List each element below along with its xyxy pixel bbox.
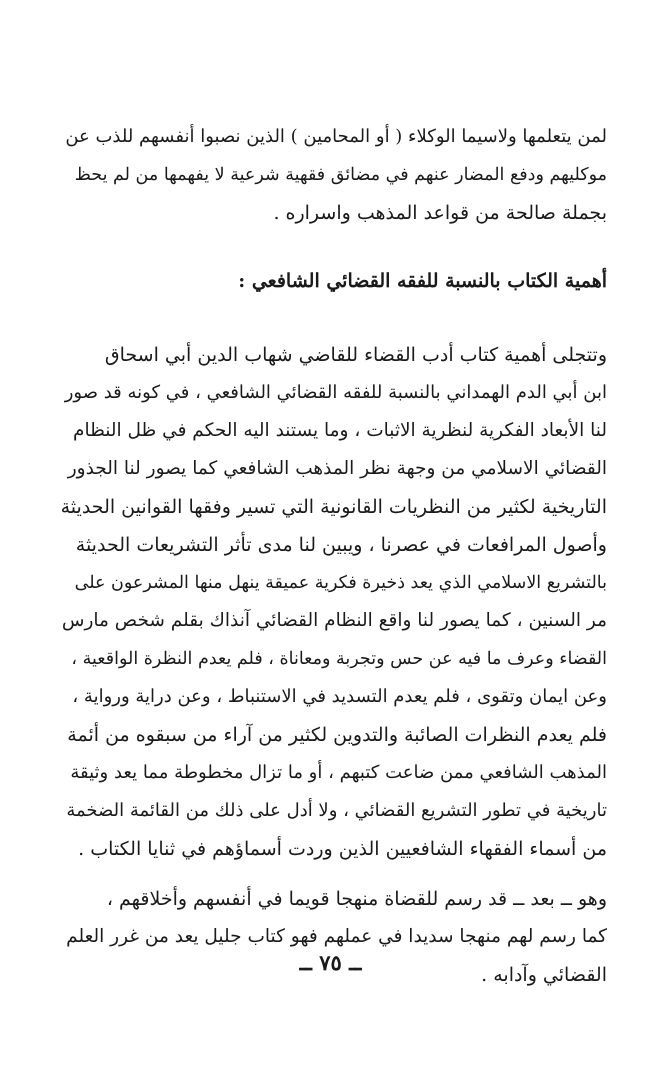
text-line: بالتشريع الاسلامي الذي يعد ذخيرة فكرية عميقة ينهل منها المشرعون على: [74, 573, 607, 593]
text-line: لمن يتعلمها ولاسيما الوكلاء ( أو المحامين ) الذين نصبوا أنفسهم للذب عن: [65, 126, 607, 147]
text-line: مر السنين ، كما يصور لنا واقع النظام القضائي آنذاك بقلم شخص مارس: [61, 610, 607, 631]
text-line: القضائي وآدابه .: [481, 964, 607, 986]
paragraph-method: [60, 880, 607, 994]
text-line: وهو ــ بعد ــ قد رسم للقضاة منهجا قويما في أنفسهم وأخلاقهم ،: [106, 888, 607, 910]
text-line: بجملة صالحة من قواعد المذهب واسراره .: [273, 202, 607, 224]
text-line: القضاء وعرف ما فيه عن حس وتجربة ومعاناة ، فلم يعدم النظرة الواقعية ،: [71, 649, 607, 669]
text-line: موكليهم ودفع المضار عنهم في مضائق فقهية شرعية لا يفهمها من لم يحظ: [74, 165, 607, 185]
text-line: كما رسم لهم منهجا سديدا في عملهم فهو كتاب جليل يعد من غرر العلم: [66, 926, 607, 947]
text-line: فلم يعدم النظرات الصائبة والتدوين لكثير من آراء من سبقوه من أئمة: [67, 724, 607, 746]
text-line: القضائي الاسلامي من وجهة نظر المذهب الشافعي كما يصور لنا الجذور: [67, 458, 607, 479]
text-line: التاريخية لكثير من النظريات القانونية التي تسير وفقها القوانين الحديثة: [60, 496, 607, 518]
text-line: لنا الأبعاد الفكرية لنظرية الاثبات ، وما يستند اليه الحكم في ظل النظام: [73, 420, 607, 441]
section-heading: أهمية الكتاب بالنسبة للفقه القضائي الشافعي :: [238, 270, 607, 292]
text-line: ابن أبي الدم الهمداني بالنسبة للفقه القضائي الشافعي ، في كونه قد صور: [64, 382, 607, 403]
page-number: ــ ٧٥ ــ: [299, 950, 362, 975]
text-line: تاريخية في تطور التشريع القضائي ، ولا أدل على ذلك من القائمة الضخمة: [66, 800, 607, 821]
text-line: وتتجلى أهمية كتاب أدب القضاء للقاضي شهاب الدين أبي اسحاق: [104, 344, 607, 366]
paragraph-importance: [60, 336, 607, 868]
text-line: وأصول المرافعات في عصرنا ، ويبين لنا مدى تأثر التشريعات الحديثة: [75, 534, 607, 556]
text-line: من أسماء الفقهاء الشافعيين الذين وردت أسماؤهم في ثنايا الكتاب .: [78, 838, 607, 860]
paragraph-intro: [60, 118, 607, 232]
text-line: وعن ايمان وتقوى ، فلم يعدم التسديد في الاستنباط ، وعن دراية ورواية ،: [72, 686, 607, 707]
text-line: المذهب الشافعي ممن ضاعت كتبهم ، أو ما تزال مخطوطة مما يعد وثيقة: [70, 762, 607, 783]
